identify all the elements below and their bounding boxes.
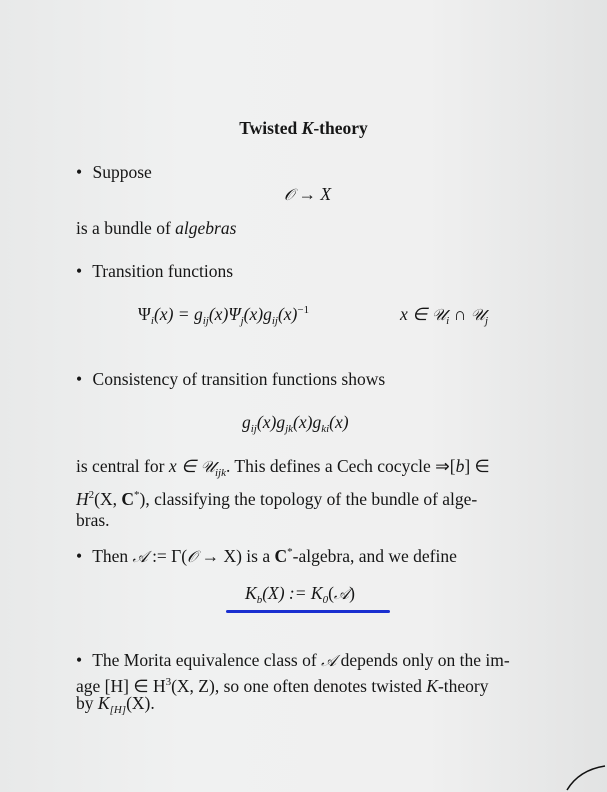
cocycle-line-1: is central for x ∈ 𝒰$_{ijk}$. This defines a Cech cocycle ⇒[b] ∈	[76, 456, 490, 479]
transition-equation: $\Psi_i(x) = g_{ij}(x)\Psi_j(x)g_{ij}(x)^{-1}$	[138, 304, 310, 327]
morita-line-3: by $K_{[H]}(X)$.	[76, 693, 155, 716]
bundle-line: is a bundle of algebras	[76, 218, 237, 238]
bundle-map-equation: 𝒪 → X	[284, 184, 332, 204]
cocycle-equation: $g_{ij}(x)g_{jk}(x)g_{ki}(x)$	[242, 412, 349, 435]
page-title: Twisted K-theory	[239, 118, 368, 138]
corner-pen-mark	[557, 762, 607, 792]
bullet-suppose: • Suppose	[76, 162, 552, 184]
bullet-consistency: • Consistency of transition functions shows	[76, 369, 552, 391]
cocycle-line-3: bras.	[76, 510, 110, 530]
cocycle-line-2: $H^2(X$, C*), classifying the topology of the bundle of alge-	[76, 488, 478, 509]
bullet-then: • Then 𝒜 := Γ(𝒪 → X) is a C*-algebra, and we define	[76, 542, 552, 568]
morita-line-2: age [H] ∈ $H^3(X$, Z), so one often denotes twisted K-theory	[76, 676, 489, 696]
bullet-transition: • Transition functions	[76, 261, 552, 283]
bullet-morita: • The Morita equivalence class of 𝒜 depends only on the im-	[76, 650, 552, 672]
transition-domain: x ∈ 𝒰$_i$ ∩ 𝒰$_j$	[400, 304, 489, 327]
kb-definition-equation: $K_b(X)$ := $K_0(𝒜)$	[245, 583, 355, 606]
cocycle-paragraph	[76, 456, 552, 532]
kb-underline-mark	[226, 610, 390, 613]
